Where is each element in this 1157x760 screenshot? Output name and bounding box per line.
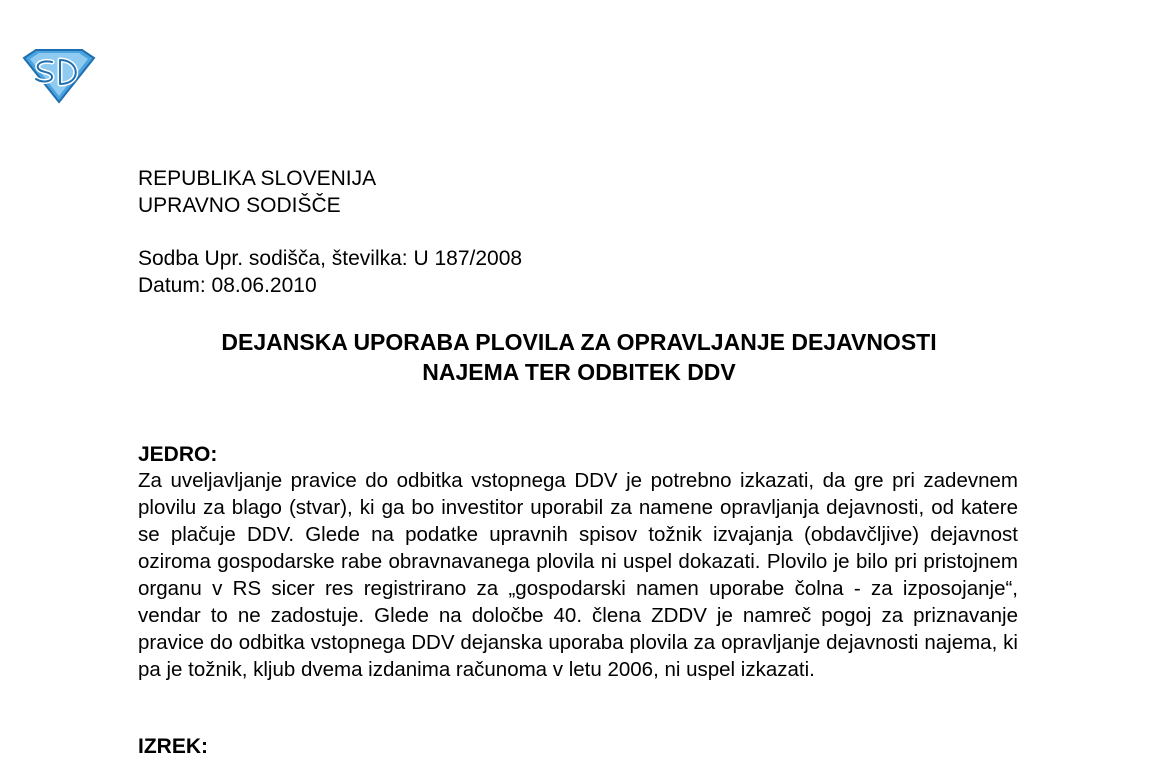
court-shield-logo-icon [22, 48, 96, 104]
jedro-heading: JEDRO: [138, 443, 218, 466]
judgment-number: Sodba Upr. sodišča, številka: U 187/2008 [138, 247, 523, 270]
document-title [138, 327, 1020, 387]
judgment-meta [138, 245, 522, 299]
document-title-line-2: NAJEMA TER ODBITEK DDV [422, 359, 736, 385]
izrek-heading: IZREK: [138, 735, 208, 758]
court-header [138, 165, 376, 219]
country-name: REPUBLIKA SLOVENIJA [138, 167, 377, 190]
jedro-paragraph: Za uveljavljanje pravice do odbitka vstopnega DDV je potrebno izkazati, da gre pri zadevnem plovilu za blago (stvar), ki ga bo investitor uporabil za namene opravljanja dejavnosti, od katere se plačuje DDV. Glede na podatke upravnih spisov tožnik izvajanja (obdavčljive) dejavnost oziroma gospodarske rabe obravnavanega plovila ni uspel dokazati. Plovilo je bilo pri pristojnem organu v RS sicer res registrirano za „gospodarski namen uporabe čolna - za izposojanje“, vendar to ne zadostuje. Glede na določbe 40. člena ZDDV je namreč pogoj za priznavanje pravice do odbitka vstopnega DDV dejanska uporaba plovila za opravljanje dejavnosti najema, ki pa je tožnik, kljub dvema izdanima računoma v letu 2006, ni uspel izkazati. [138, 469, 1018, 681]
judgment-date: Datum: 08.06.2010 [138, 274, 317, 297]
document-title-line-1: DEJANSKA UPORABA PLOVILA ZA OPRAVLJANJE DEJAVNOSTI [221, 329, 937, 355]
court-name: UPRAVNO SODIŠČE [138, 194, 341, 217]
